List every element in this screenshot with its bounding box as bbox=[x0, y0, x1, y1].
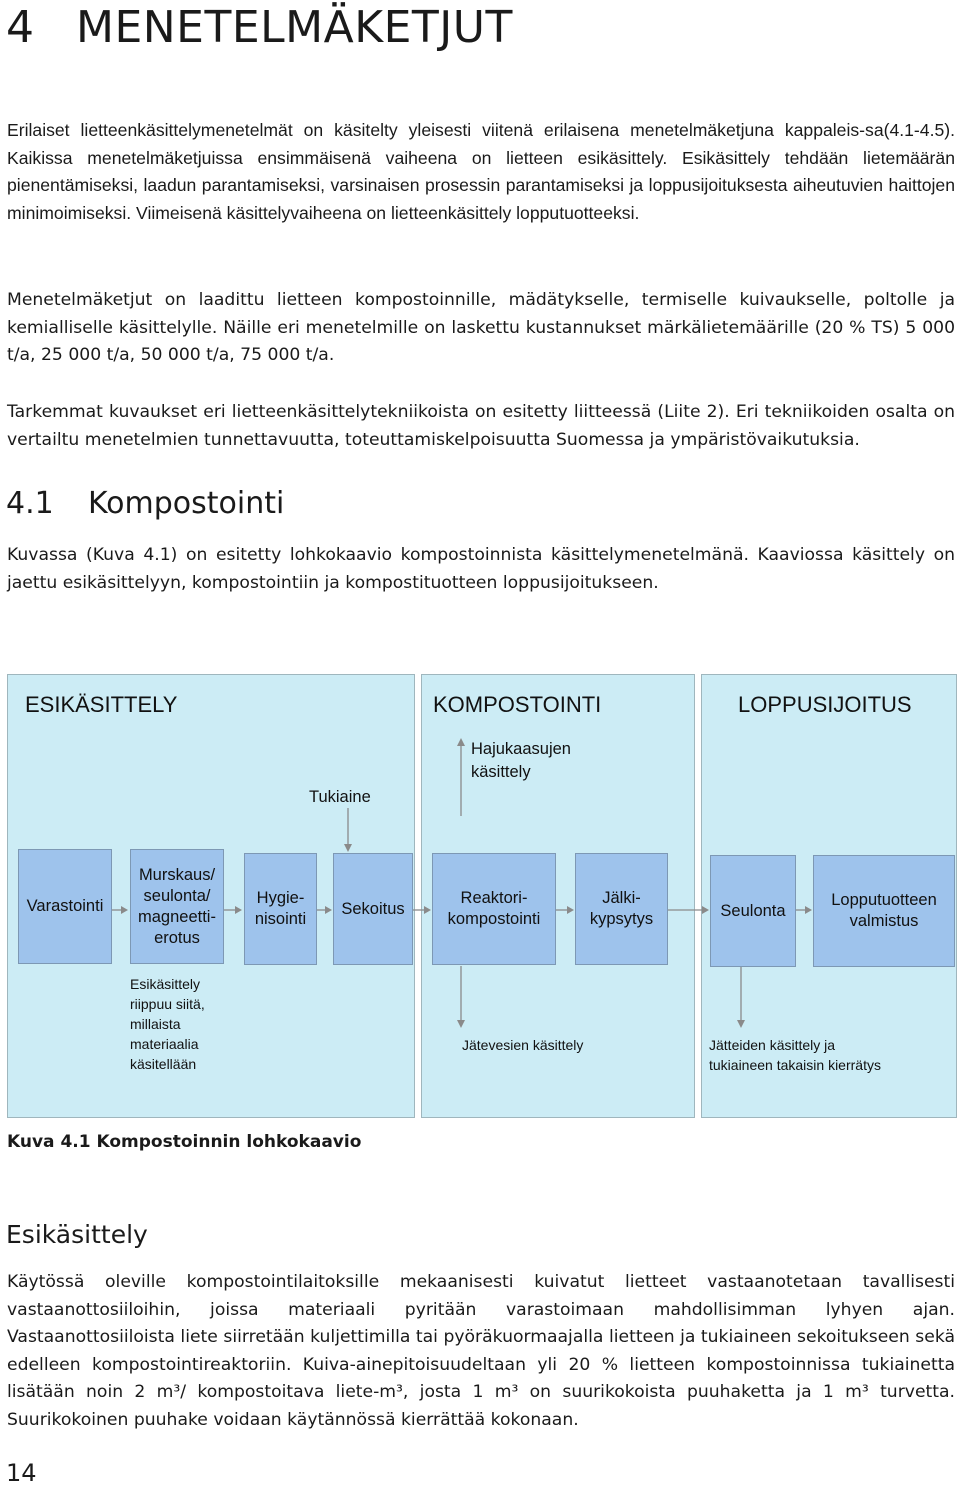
figure-caption: Kuva 4.1 Kompostoinnin lohkokaavio bbox=[7, 1132, 362, 1152]
input-support: Tukiaine bbox=[309, 788, 371, 806]
section-number: 4.1 bbox=[6, 486, 54, 521]
paragraph-methods: Menetelmäketjut on laadittu lietteen kompostoinnille, mädätykselle, termiselle kuivaukselle, poltolle ja kemialliselle käsittelylle. Näille eri menetelmille on laskettu kustannukset märkälietemäärille (20 % TS) 5 000 t/a, 25 000 t/a, 50 000 t/a, 75 000 t/a. bbox=[7, 290, 955, 365]
paragraph-section: Kuvassa (Kuva 4.1) on esitetty lohkokaavio kompostoinnista käsittelymenetelmänä. Kaaviossa käsittely on jaettu esikäsittelyyn, kompostointiin ja kompostituotteen loppusijoitukseen. bbox=[7, 545, 955, 593]
box-reactor: Reaktori-kompostointi bbox=[432, 853, 556, 965]
note-pretreatment: Esikäsittely riippuu siitä, millaista materiaalia käsitellään bbox=[130, 976, 205, 1072]
box-screening: Seulonta bbox=[710, 855, 796, 967]
box-product: Lopputuotteen valmistus bbox=[813, 855, 955, 967]
panel-title-final: LOPPUSIJOITUS bbox=[738, 692, 912, 717]
box-hygienization: Hygie-nisointi bbox=[244, 853, 317, 965]
box-storage: Varastointi bbox=[18, 849, 112, 964]
chapter-number: 4 bbox=[6, 2, 35, 53]
note-waste: Jätteiden käsittely ja tukiaineen takaisin kierrätys bbox=[709, 1037, 881, 1073]
paragraph-pretreatment: Käytössä oleville kompostointilaitoksille mekaanisesti kuivatut lietteet vastaanotetaan tavallisesti vastaanottosiiloihin, joissa materiaali pyritään varastoimaan mahdollisimman lyhyen ajan. Vastaanottosiiloista liete siirretään kuljettimilla tai pyöräkuormaajalla lietteen ja tukiaineen sekoitukseen sekä edelleen kompostointireaktoriin. Kuiva-ainepitoisuudeltaan yli 20 % lietteen kompostoinnissa tukiainetta lisätään noin 2 m³/ kompostoitava liete-m³, josta 1 m³ on suurikokoista puuhaketta ja 1 m³ turvetta. Suurikokoinen puuhake voidaan käytännössä kierrättää kokonaan. bbox=[7, 1272, 955, 1430]
subsection-heading: Esikäsittely bbox=[6, 1220, 148, 1249]
paragraph-descriptions: Tarkemmat kuvaukset eri lietteenkäsittelytekniikoista on esitetty liitteessä (Liite 2). Eri tekniikoiden osalta on vertailtu menetelmien tunnettavuutta, toteuttamiskelpoisuutta Suomessa ja ympäristövaikutuksia. bbox=[7, 402, 955, 450]
box-crush: Murskaus/ seulonta/ magneetti-erotus bbox=[130, 849, 224, 964]
panel-title-comp: KOMPOSTOINTI bbox=[433, 692, 602, 717]
note-wastewater: Jätevesien käsittely bbox=[462, 1037, 584, 1053]
section-title: Kompostointi bbox=[88, 486, 285, 521]
box-mixing: Sekoitus bbox=[333, 853, 413, 965]
paragraph-intro: Erilaiset lietteenkäsittelymenetelmät on käsitelty yleisesti viitenä erilaisena menetelmäketjuna kappaleis-sa(4.1-4.5). Kaikissa menetelmäketjuissa ensimmäisenä vaiheena on lietteen esikäsittely. Esikäsittely tehdään lietemäärän pienentämiseksi, laadun parantamiseksi, varsinaisen prosessin parantamiseksi ja loppusijoituksesta aiheutuvien haittojen minimoimiseksi. Viimeisenä käsittelyvaiheena on lietteenkäsittely lopputuotteeksi. bbox=[7, 120, 955, 223]
chapter-title: MENETELMÄKETJUT bbox=[76, 2, 513, 53]
box-post-maturation: Jälki-kypsytys bbox=[575, 853, 668, 965]
input-gas: Hajukaasujen käsittely bbox=[471, 740, 571, 781]
page-number: 14 bbox=[6, 1459, 37, 1487]
panel-title-pre: ESIKÄSITTELY bbox=[25, 692, 178, 717]
